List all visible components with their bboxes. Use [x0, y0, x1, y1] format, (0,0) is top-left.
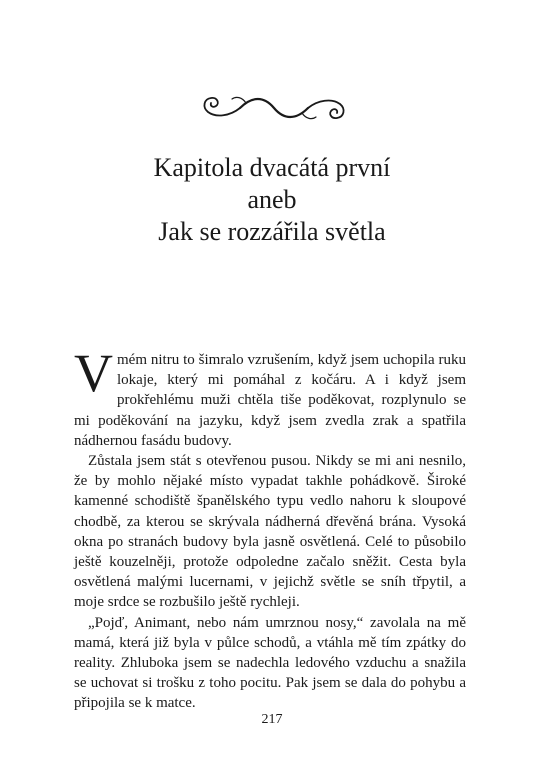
chapter-title-line-1: Kapitola dvacátá první [153, 153, 391, 182]
paragraph-1-text: mém nitru to šimralo vzrušením, když jsem uchopila ruku lokaje, který mi pomáhal z kočáru. A i když jsem prokřehlému muži chtěla tiše poděkovat, rozplynulo se mi poděkování na jazyku, když jsem zvedla zrak a spatřila nádhernou fasádu budovy. [74, 352, 466, 449]
drop-cap: V [74, 343, 113, 403]
paragraph-2: Zůstala jsem stát s otevřenou pusou. Nikdy se mi ani nesnilo, že by mohlo nějaké místo vypadat takhle pohádkově. Široké kamenné schodiště španělského typu vedlo nahoru k sloupové chodbě, za kterou se skrývala nádherná dřevěná brána. Vysoká okna po stranách budovy byla jasně osvětlená. Celé to působilo ještě kouzelněji, protože odpoledne začalo sněžit. Cesta byla osvětlená malými lucernami, v jejichž světle se sníh třpytil, a moje srdce se rozbušilo ještě rychleji. [74, 453, 466, 611]
page-number: 217 [261, 712, 283, 727]
chapter-body-text [74, 343, 466, 714]
chapter-title-line-2: aneb [247, 185, 297, 214]
paragraph-1 [74, 343, 466, 451]
chapter-heading [0, 152, 544, 248]
flourish-ornament-icon [196, 88, 352, 128]
paragraph-3: „Pojď, Animant, nebo nám umrznou nosy,“ zavolala na mě mamá, která již byla v půlce schodů, a vtáhla mě tím zpátky do reality. Zhluboka jsem se nadechla ledového vzduchu a snažila se uchovat si trošku z toho pocitu. Pak jsem se dala do pohybu a připojila se k matce. [74, 614, 466, 712]
chapter-title-line-3: Jak se rozzářila světla [158, 217, 386, 246]
